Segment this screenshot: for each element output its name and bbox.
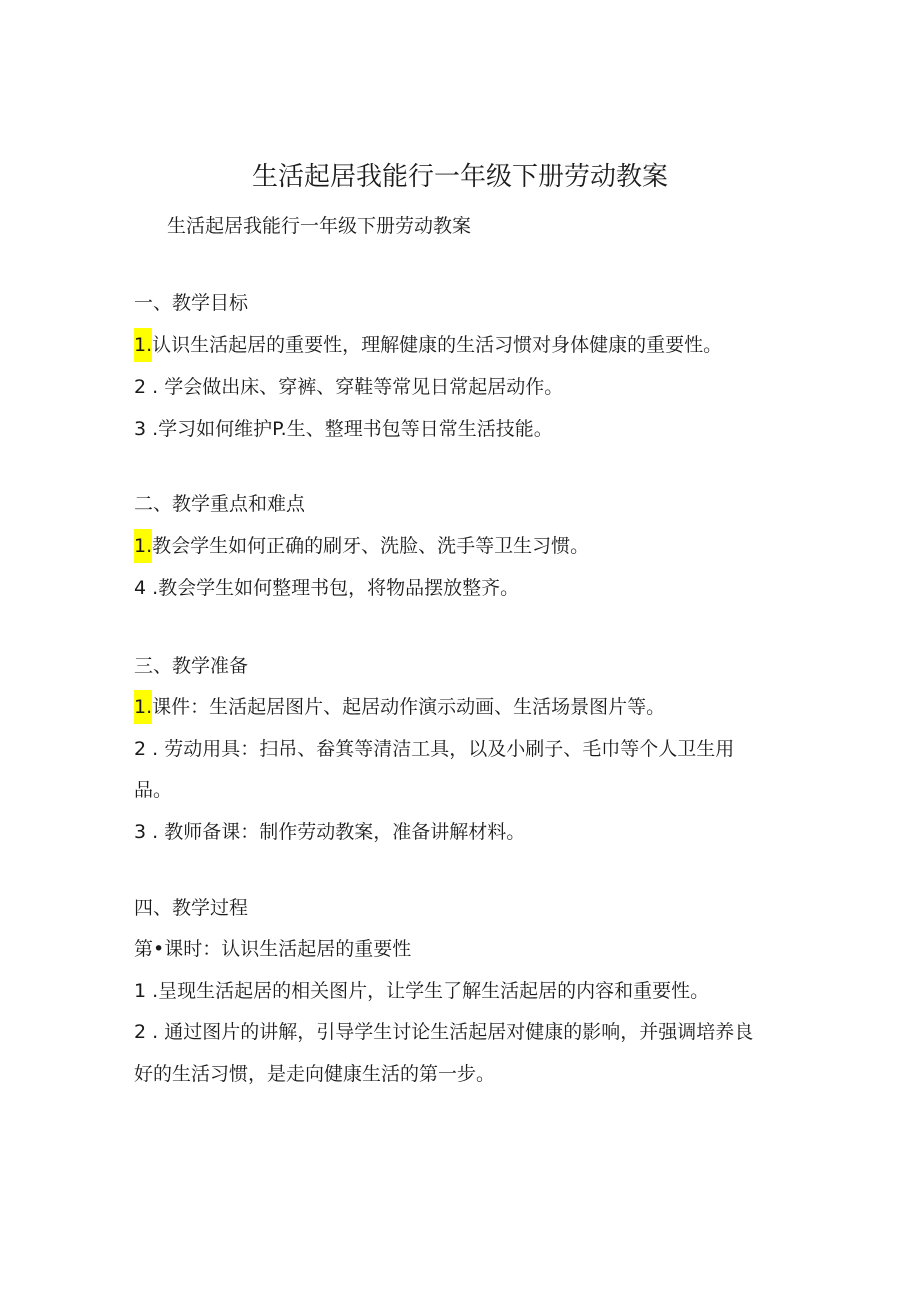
list-item-continuation <box>134 775 172 805</box>
list-item-text: 课件：生活起居图片、起居动作演示动画、生活场景图片等。 <box>152 696 666 718</box>
list-item-text: .学习如何维护P.生、整理书包等日常生活技能。 <box>146 418 553 440</box>
page-subtitle: 生活起居我能行一年级下册劳动教案 <box>167 215 472 237</box>
list-item-text: . 通过图片的讲解，引导学生讨论生活起居对健康的影响，并强调培养良 <box>146 1021 754 1043</box>
list-item-text: 教会学生如何正确的刷牙、洗脸、洗手等卫生习惯。 <box>152 535 590 557</box>
list-item-text: .教会学生如何整理书包，将物品摆放整齐。 <box>146 577 520 599</box>
list-item-text: . 劳动用具：扫吊、畚箕等清洁工具，以及小刷子、毛巾等个人卫生用 <box>146 738 735 760</box>
highlighted-number: 1. <box>134 529 152 563</box>
page-title: 生活起居我能行一年级下册劳动教案 <box>251 162 668 192</box>
section-heading-preparation: 三、教学准备 <box>134 655 249 677</box>
list-item-text: . 教师备课：制作劳动教案，准备讲解材料。 <box>146 821 526 843</box>
list-item <box>134 1017 753 1047</box>
list-item-text: 品。 <box>134 779 173 801</box>
list-item-number: 2 <box>134 738 147 760</box>
highlighted-number: 1. <box>134 690 152 724</box>
list-item-number: 3 <box>134 821 147 843</box>
list-item <box>134 372 563 402</box>
list-item <box>134 414 553 444</box>
list-item <box>134 573 519 603</box>
list-item <box>134 330 722 360</box>
list-item-number: 2 <box>134 1021 147 1043</box>
list-item-text: 第•课时：认识生活起居的重要性 <box>134 938 412 960</box>
section-heading-key-points: 二、教学重点和难点 <box>134 493 306 515</box>
section-heading-process: 四、教学过程 <box>134 897 249 919</box>
list-item-text: 好的生活习惯，是走向健康生活的第一步。 <box>134 1063 496 1085</box>
list-item-number: 4 <box>134 577 147 599</box>
highlighted-number: 1. <box>134 328 152 362</box>
list-item-continuation <box>134 1059 495 1089</box>
list-item <box>134 976 709 1006</box>
list-item-text: .呈现生活起居的相关图片，让学生了解生活起居的内容和重要性。 <box>146 980 710 1002</box>
list-item <box>134 531 589 561</box>
list-item-text: . 学会做出床、穿裤、穿鞋等常见日常起居动作。 <box>146 376 564 398</box>
list-item <box>134 817 525 847</box>
list-item-number: 3 <box>134 418 147 440</box>
section-heading-objectives: 一、教学目标 <box>134 292 249 314</box>
lesson-subheading <box>134 934 411 964</box>
list-item-text: 认识生活起居的重要性，理解健康的生活习惯对身体健康的重要性。 <box>152 334 723 356</box>
list-item-number: 1 <box>134 980 147 1002</box>
list-item <box>134 734 734 764</box>
list-item-number: 2 <box>134 376 147 398</box>
list-item <box>134 692 665 722</box>
